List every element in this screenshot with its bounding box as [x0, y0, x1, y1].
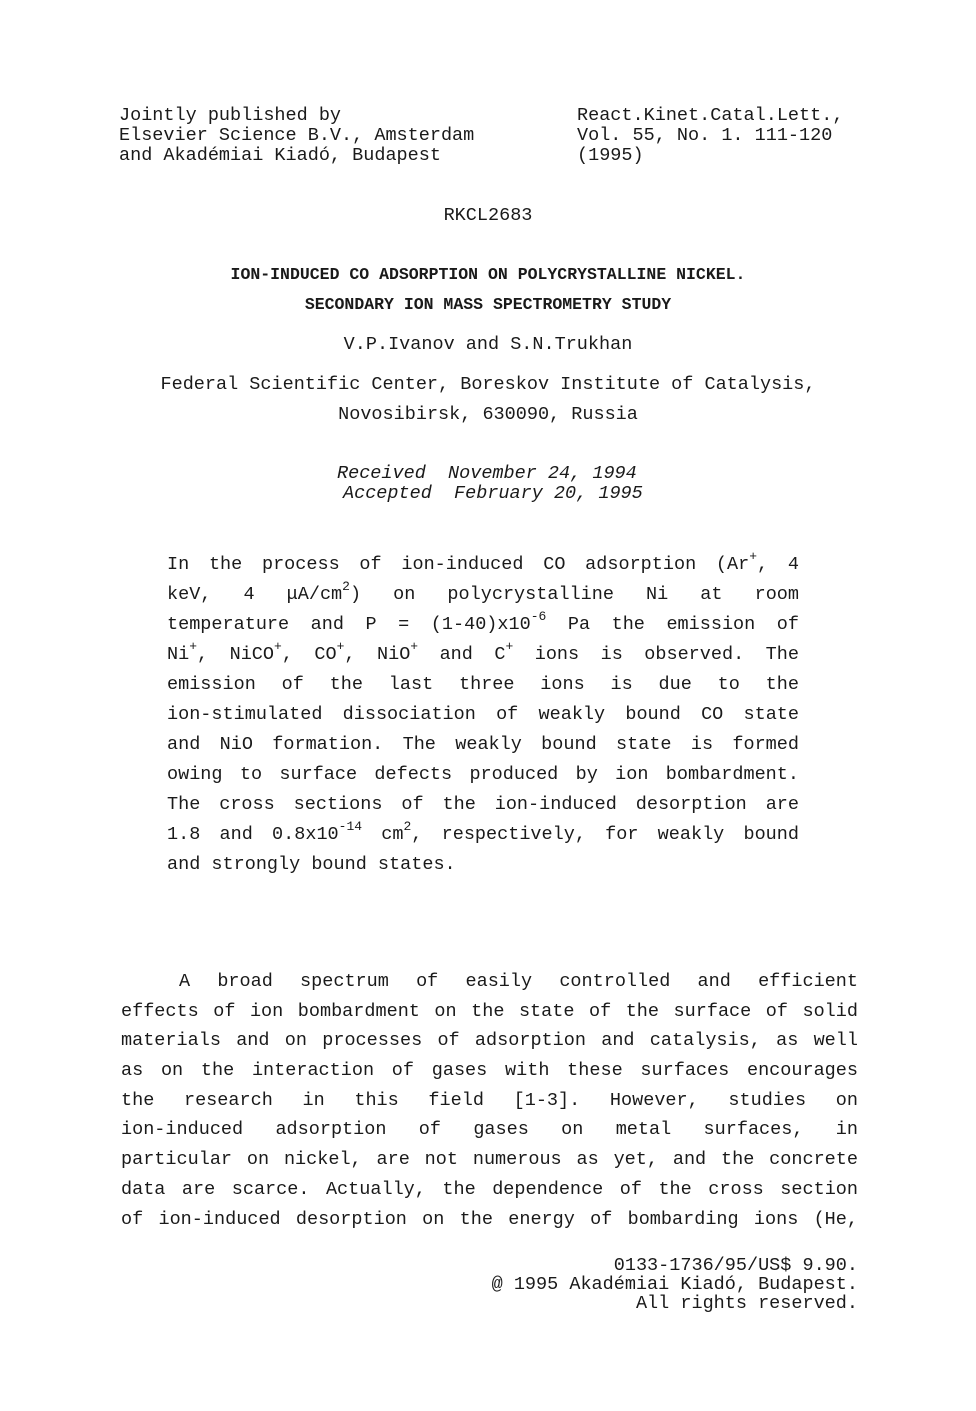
body-line: effects of ion bombardment on the state of the surface of solid [121, 1000, 858, 1022]
abstract-line: keV, 4 $\mu A/cm^2$) on polycrystalline Ni at room [167, 579, 799, 605]
publisher-line: Jointly published by [119, 105, 342, 126]
body-line: of ion-induced desorption on the energy of bombarding ions (He, [121, 1208, 858, 1230]
abstract-line: 1.8 and $0.8x10^{-14}$ $cm^2$, respectively, for weakly bound [167, 819, 799, 845]
body-text [121, 967, 858, 1234]
abstract-line: emission of the last three ions is due to the [167, 674, 799, 695]
citation-line: React.Kinet.Catal.Lett., [577, 105, 844, 126]
price-code: 0133-1736/95/US$ 9.90. [613, 1255, 858, 1276]
body-line: as on the interaction of gases with these surfaces encourages [121, 1060, 858, 1082]
citation-line: Vol. 55, No. 1. 111-120 [577, 125, 833, 146]
copyright-footer [420, 1256, 858, 1313]
affiliation-line-1: Federal Scientific Center, Boreskov Institute of Catalysis, [160, 374, 816, 395]
body-line: A broad spectrum of easily controlled and efficient [179, 971, 858, 992]
abstract-line: and NiO formation. The weakly bound state is formed [167, 734, 799, 755]
accepted-date: Accepted February 20, 1995 [343, 483, 643, 504]
rights-reserved: All rights reserved. [635, 1293, 858, 1314]
body-line: the research in this field [1-3]. However, studies on [121, 1089, 858, 1111]
journal-citation [577, 106, 897, 166]
publisher-line: and Akadémiai Kiadó, Budapest [119, 145, 441, 166]
body-line: data are scarce. Actually, the dependence of the cross section [121, 1178, 858, 1200]
abstract [167, 550, 799, 880]
abstract-line: owing to surface defects produced by ion bombardment. [167, 764, 799, 785]
abstract-line: Ni+, NiCO+, CO+, NiO+ and C+ ions is observed. The [167, 639, 799, 665]
citation-line: (1995) [577, 145, 644, 166]
body-line: materials and on processes of adsorption and catalysis, as well [121, 1030, 858, 1052]
received-date: Received November 24, 1994 [337, 463, 637, 484]
publisher-info [119, 106, 539, 166]
title-line-1: ION-INDUCED CO ADSORPTION ON POLYCRYSTALLINE NICKEL. [230, 265, 746, 284]
abstract-line: ion-stimulated dissociation of weakly bound CO state [167, 704, 799, 725]
abstract-line: temperature and $P = (1-40)x10^{-6}$ Pa the emission of [167, 609, 799, 635]
affiliation-line-2: Novosibirsk, 630090, Russia [338, 404, 638, 425]
body-line: particular on nickel, are not numerous as yet, and the concrete [121, 1149, 858, 1171]
publisher-line: Elsevier Science B.V., Amsterdam [119, 125, 475, 146]
title-line-2: SECONDARY ION MASS SPECTROMETRY STUDY [304, 295, 672, 314]
body-line: ion-induced adsorption of gases on metal surfaces, in [121, 1119, 858, 1141]
paper-code: RKCL2683 [443, 205, 533, 226]
abstract-line: The cross sections of the ion-induced desorption are [167, 794, 799, 815]
abstract-line: and strongly bound states. [167, 854, 456, 875]
dates [337, 464, 737, 504]
copyright-notice: @ 1995 Akadémiai Kiadó, Budapest. [491, 1274, 858, 1295]
authors: V.P.Ivanov and S.N.Trukhan [343, 334, 633, 355]
abstract-line: In the process of ion-induced CO adsorption (Ar+, 4 [167, 549, 799, 575]
